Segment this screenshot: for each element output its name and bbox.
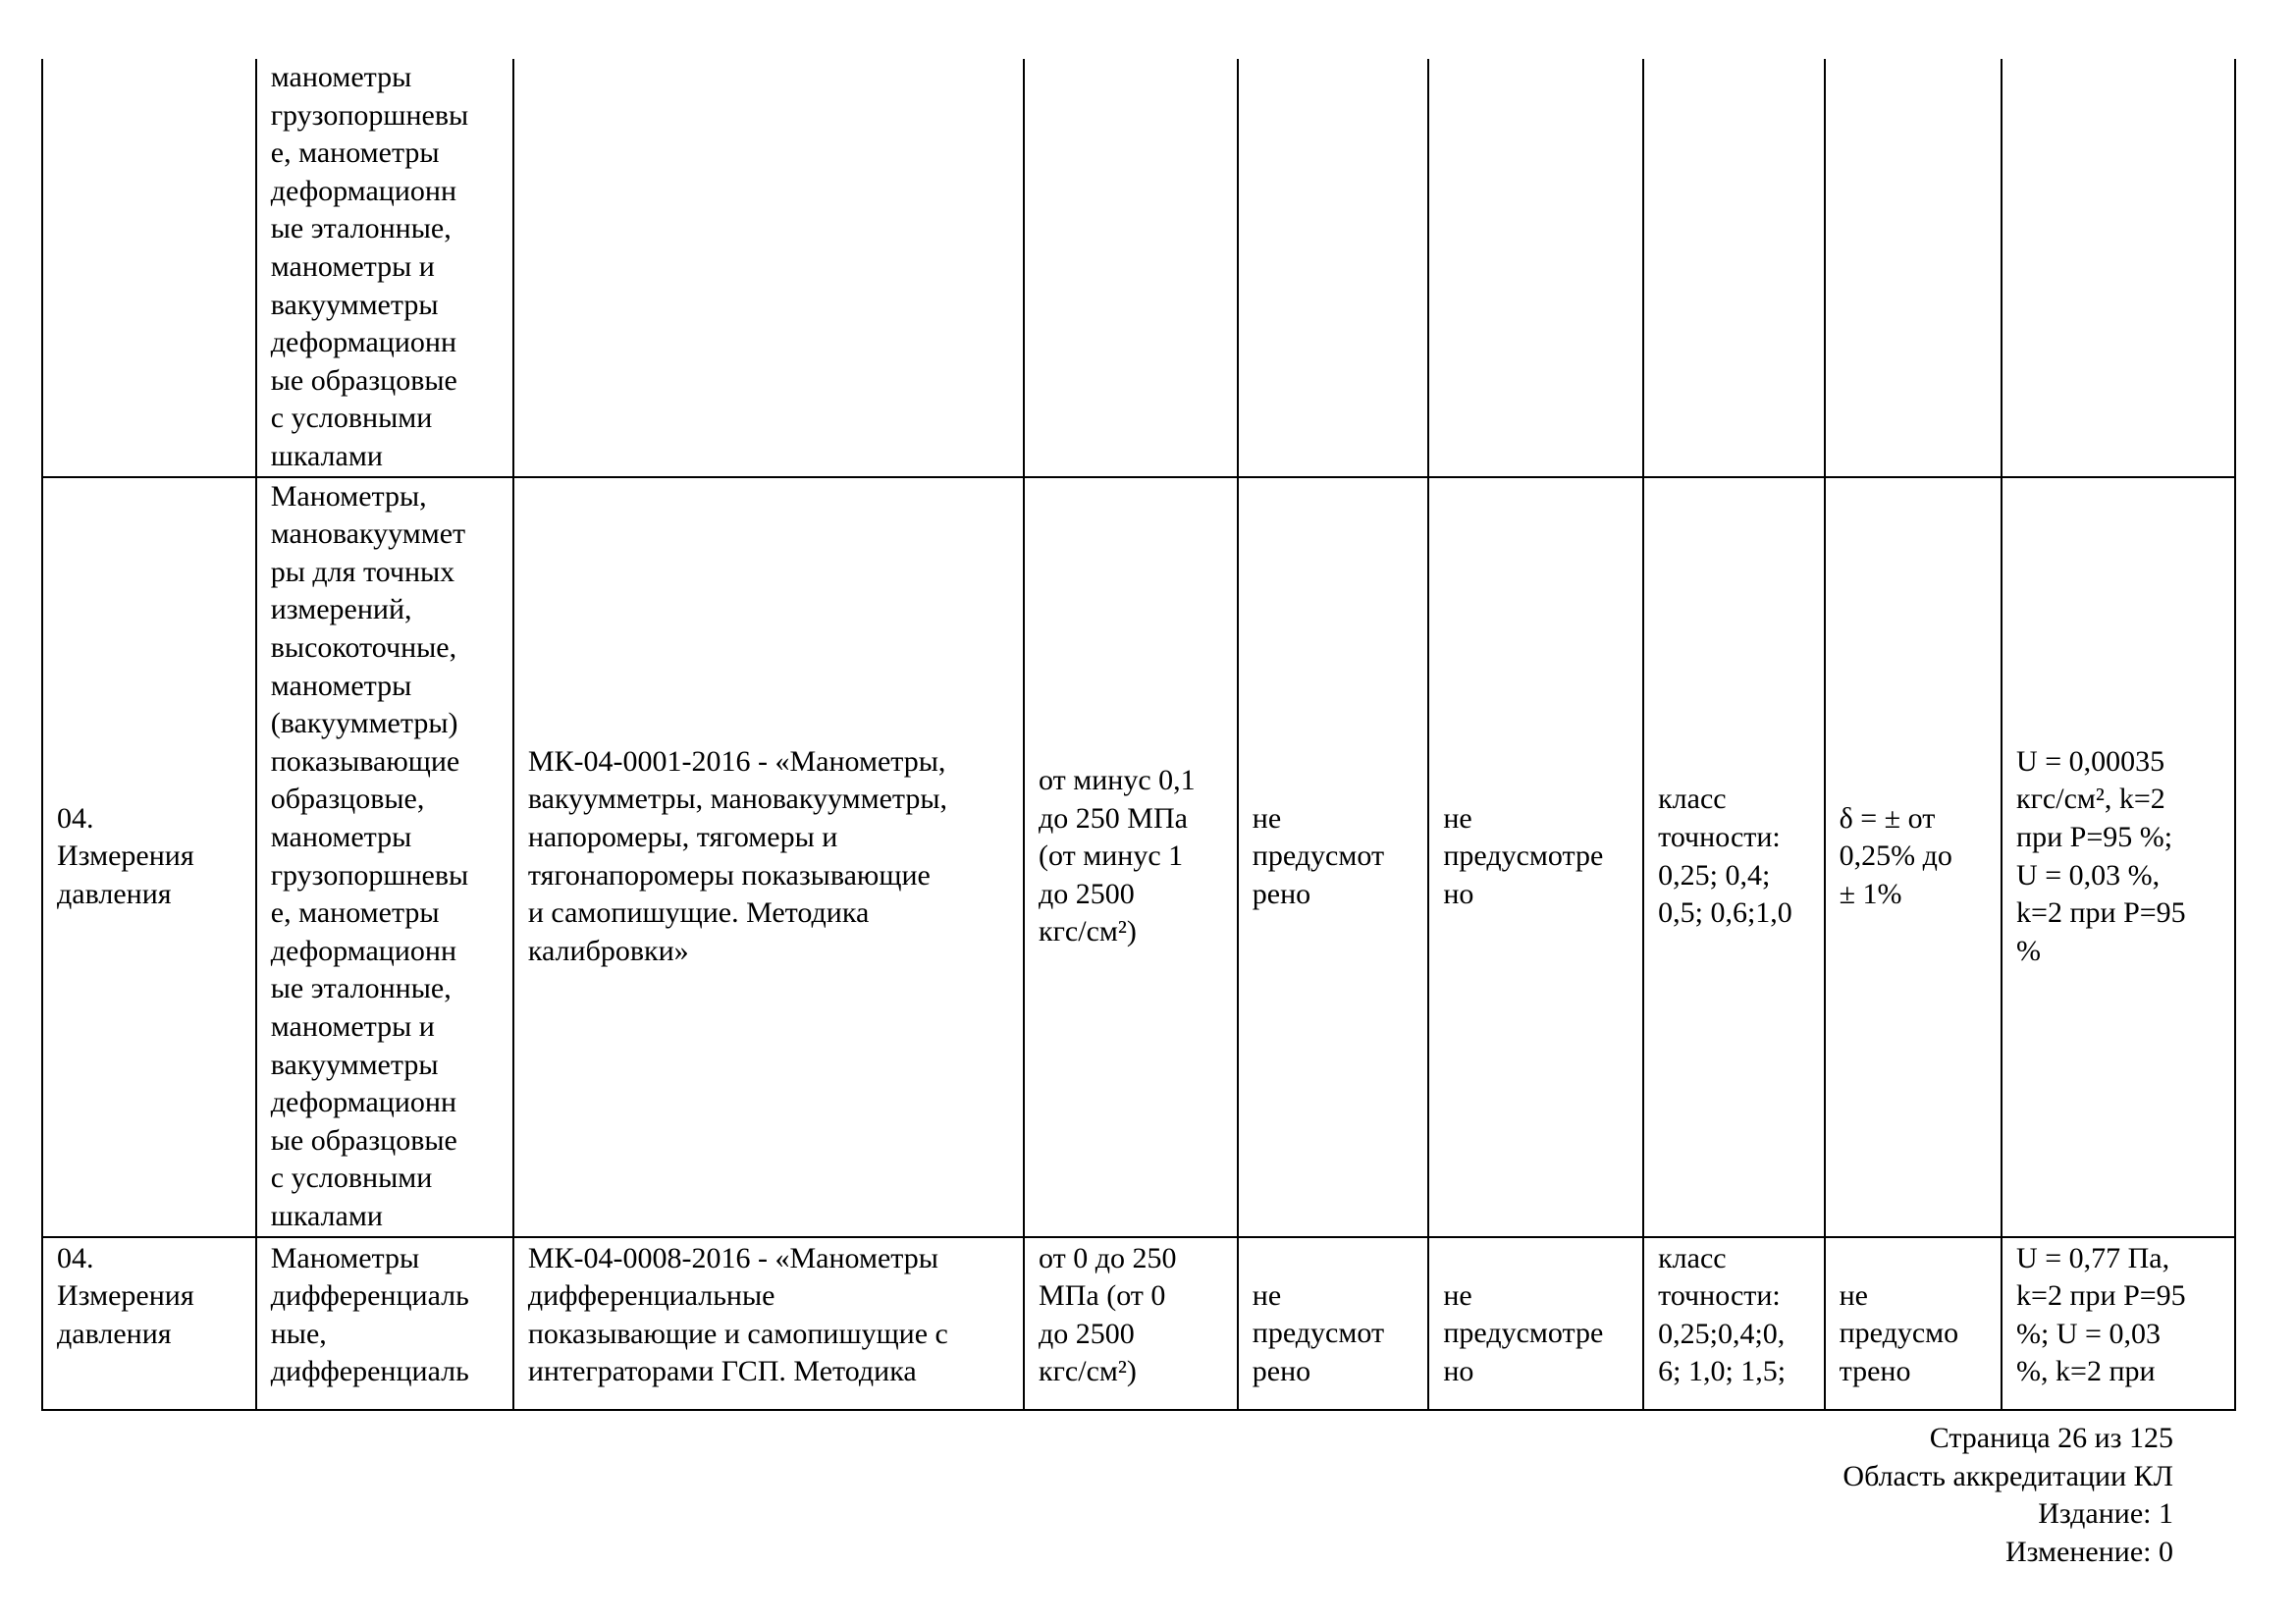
col5-cell: не предусмот рено	[1238, 1237, 1429, 1410]
uncertainty-cell	[2002, 59, 2235, 477]
method-cell	[513, 59, 1024, 477]
method-cell: МК-04-0008-2016 - «Манометры дифференциальные показывающие и самопишущие с интеграторами ГСП. Методика	[513, 1237, 1024, 1410]
measurement-area-cell: 04. Измерения давления	[42, 477, 256, 1237]
measurement-area-cell: 04. Измерения давления	[42, 1237, 256, 1410]
accreditation-area: Область аккредитации КЛ	[1842, 1459, 2173, 1492]
table-row	[42, 477, 2235, 1237]
range-cell: от 0 до 250 МПа (от 0 до 2500 кгс/см²)	[1024, 1237, 1238, 1410]
instrument-cell: Манометры, мановакууммет ры для точных измерений, высокоточные, манометры (вакуумметры) показывающие образцовые, манометры грузопоршневы е, манометры деформационн ые эталонные, манометры и вакуумметры деформационн ые образцовые с условными шкалами	[256, 477, 513, 1237]
table-row	[42, 1237, 2235, 1410]
col6-cell: не предусмотре но	[1428, 477, 1643, 1237]
range-cell	[1024, 59, 1238, 477]
accreditation-table	[41, 59, 2236, 1411]
uncertainty-cell: U = 0,77 Па, k=2 при P=95 %; U = 0,03 %, k=2 при	[2002, 1237, 2235, 1410]
range-cell: от минус 0,1 до 250 МПа (от минус 1 до 2500 кгс/см²)	[1024, 477, 1238, 1237]
error-cell	[1825, 59, 2002, 477]
accuracy-class-cell: класс точности: 0,25;0,4;0, 6; 1,0; 1,5;	[1643, 1237, 1824, 1410]
error-cell: δ = ± от 0,25% до ± 1%	[1825, 477, 2002, 1237]
change-number: Изменение: 0	[2004, 1535, 2173, 1568]
table-row	[42, 59, 2235, 477]
edition: Издание: 1	[2038, 1497, 2173, 1531]
col6-cell: не предусмотре но	[1428, 1237, 1643, 1410]
col5-cell: не предусмот рено	[1238, 477, 1429, 1237]
instrument-cell: Манометры дифференциаль ные, дифференциаль	[256, 1237, 513, 1410]
accuracy-class-cell: класс точности: 0,25; 0,4; 0,5; 0,6;1,0	[1643, 477, 1824, 1237]
page-footer	[1842, 1420, 2173, 1571]
col5-cell	[1238, 59, 1429, 477]
col6-cell	[1428, 59, 1643, 477]
accuracy-class-cell	[1643, 59, 1824, 477]
uncertainty-cell: U = 0,00035 кгс/см², k=2 при P=95 %; U = 0,03 %, k=2 при P=95 %	[2002, 477, 2235, 1237]
method-cell: МК-04-0001-2016 - «Манометры, вакуумметры, мановакуумметры, напоромеры, тягомеры и тягонапоромеры показывающие и самопишущие. Методика калибровки»	[513, 477, 1024, 1237]
page-number: Страница 26 из 125	[1929, 1422, 2173, 1454]
error-cell: не предусмо трено	[1825, 1237, 2002, 1410]
measurement-area-cell	[42, 59, 256, 477]
instrument-cell: манометры грузопоршневы е, манометры деформационн ые эталонные, манометры и вакуумметры деформационн ые образцовые с условными шкалами	[256, 59, 513, 477]
